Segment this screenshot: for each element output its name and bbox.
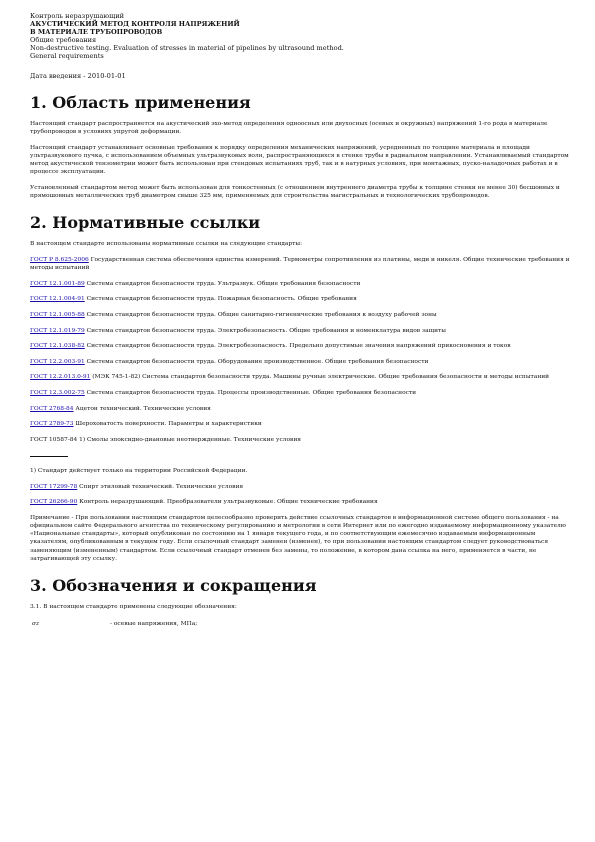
reference-title: Государственная система обеспечения единства измерений. Термометры сопротивления из платины, меди и никеля. Общие технические требования и методы испытаний <box>30 257 570 272</box>
reference-link[interactable]: ГОСТ 12.1.005-88 <box>30 311 85 318</box>
reference-title: Спирт этиловый технический. Технические условия <box>77 483 244 490</box>
reference-item <box>30 327 570 335</box>
reference-title: (МЭК 745-1-82) Система стандартов безопасности труда. Машины ручные электрические. Общие требования безопасности и методы испытаний <box>90 374 550 381</box>
reference-item <box>30 420 570 428</box>
reference-link[interactable]: ГОСТ 26266-90 <box>30 499 78 506</box>
reference-link[interactable]: ГОСТ Р 8.625-2006 <box>30 257 89 263</box>
reference-link[interactable]: ГОСТ 12.1.019-79 <box>30 327 85 334</box>
references-list-continued <box>30 483 570 507</box>
section-1-paragraph: Установленный стандартом метод может быть использован для тонкостенных (с отношением внутреннего диаметра трубы к толщине стенки не менее 30) бесшовных и прямошовных металлических труб диаметром свыше 325 мм, применяемых для строительства магистральных и технологических трубопроводов. <box>30 185 560 200</box>
section-1-title: 1. Область применения <box>30 93 251 112</box>
header-title-line: АКУСТИЧЕСКИЙ МЕТОД КОНТРОЛЯ НАПРЯЖЕНИЙ <box>30 20 240 28</box>
reference-title: Шероховатость поверхности. Параметры и характеристики <box>73 421 262 428</box>
reference-title: Система стандартов безопасности труда. Ультразвук. Общие требования безопасности <box>84 280 361 287</box>
reference-item <box>30 358 570 366</box>
section-1-paragraph: Настоящий стандарт устанавливает основные требования к порядку определения механических напряжений, усредненных по толщине материала и площади ультразвукового пучка, с использованием объемных ультразвуковых волн, распространяющихся в стенке трубы в радиальном направлении. Устанавливаемый стандартом метод акустической тензометрии может быть использован при стендовых испытаниях труб, так и в натурных условиях, при монтажных, пуско-наладочных работах и в процессе эксплуатации. <box>30 144 569 176</box>
reference-link[interactable]: ГОСТ 2768-84 <box>30 405 74 412</box>
section-1-paragraph: Настоящий стандарт распространяется на акустический эхо-метод определения одноосных или двухосных (осевых и окружных) напряжений 1-го рода в материале трубопроводов в условиях упругой деформации. <box>30 121 548 136</box>
header-line: Общие требования <box>30 36 97 44</box>
footnote-divider <box>30 456 68 457</box>
intro-date: Дата введения - 2010-01-01 <box>30 72 126 80</box>
reference-item <box>30 295 570 303</box>
reference-link[interactable]: ГОСТ 12.1.038-82 <box>30 343 85 350</box>
reference-title: Система стандартов безопасности труда. Электробезопасность. Предельно допустимые значения напряжений прикосновения и токов <box>84 343 511 350</box>
reference-item <box>30 405 570 413</box>
note-paragraph: Примечание - При пользовании настоящим стандартом целесообразно проверить действие ссылочных стандартов в информационной системе общего пользования - на официальном сайте Федерального агентства по техническому регулированию и метрологии в сети Интернет или по ежегодно издаваемому информационному указателю «Национальные стандарты», который опубликован по состоянию на 1 января текущего года, и по соответствующим ежемесячно издаваемым информационным указателям, опубликованным в текущем году. Если ссылочный стандарт заменен (изменен), то при пользовании настоящим стандартом следует руководствоваться заменяющим (измененным) стандартом. Если ссылочный стандарт отменен без замены, то положение, в котором дана ссылка на него, применяется в части, не затрагивающей эту ссылку. <box>30 514 566 562</box>
reference-title: Система стандартов безопасности труда. Пожарная безопасность. Общие требования <box>84 296 357 303</box>
section-2-intro: В настоящем стандарте использованы нормативные ссылки на следующие стандарты: <box>30 241 303 248</box>
reference-title: Система стандартов безопасности труда. Оборудование производственное. Общие требования безопасности <box>84 358 429 365</box>
footnote: 1) Стандарт действует только на территории Российской Федерации. <box>30 467 248 474</box>
section-3-intro: 3.1. В настоящем стандарте применены следующие обозначения: <box>30 603 237 610</box>
references-list <box>30 256 570 428</box>
reference-item <box>30 311 570 319</box>
symbol-row <box>30 620 570 628</box>
symbol-definition: - осевые напряжения, МПа; <box>110 621 198 628</box>
document-header <box>30 12 570 60</box>
reference-item <box>30 498 570 506</box>
reference-title: Ацетон технический. Технические условия <box>73 405 211 412</box>
reference-item <box>30 389 570 397</box>
reference-item <box>30 342 570 350</box>
reference-title: Система стандартов безопасности труда. Общие санитарно-гигиенические требования к воздуху рабочей зоны <box>84 311 437 318</box>
reference-link[interactable]: ГОСТ 12.2.013.0-91 <box>30 374 91 381</box>
reference-title: Система стандартов безопасности труда. Электробезопасность. Общие требования и номенклатура видов защиты <box>84 327 446 334</box>
reference-plain: ГОСТ 10587-84 1) Смолы эпоксидно-диановые неотвержденные. Технические условия <box>30 436 302 443</box>
section-3-title: 3. Обозначения и сокращения <box>30 575 317 595</box>
header-line: Контроль неразрушающий <box>30 12 125 20</box>
reference-link[interactable]: ГОСТ 12.1.001-89 <box>30 280 85 287</box>
reference-link[interactable]: ГОСТ 12.3.002-75 <box>30 389 85 396</box>
header-line: General requirements <box>30 52 104 60</box>
reference-link[interactable]: ГОСТ 12.1.004-91 <box>30 296 85 303</box>
reference-link[interactable]: ГОСТ 2789-73 <box>30 421 74 428</box>
reference-item <box>30 280 570 288</box>
reference-link[interactable]: ГОСТ 12.2.003-91 <box>30 358 85 365</box>
document-page <box>30 12 570 628</box>
header-title-line: В МАТЕРИАЛЕ ТРУБОПРОВОДОВ <box>30 28 163 36</box>
section-2-title: 2. Нормативные ссылки <box>30 213 261 233</box>
reference-item <box>30 483 570 491</box>
reference-item <box>30 373 570 381</box>
header-line: Non-destructive testing. Evaluation of stresses in material of pipelines by ultrasound method. <box>30 44 344 52</box>
reference-title: Система стандартов безопасности труда. Процессы производственные. Общие требования безопасности <box>84 389 417 396</box>
reference-title: Контроль неразрушающий. Преобразователи ультразвуковые. Общие технические требования <box>77 499 378 506</box>
reference-link[interactable]: ГОСТ 17299-78 <box>30 483 78 490</box>
symbol: σz <box>32 621 40 628</box>
reference-item <box>30 256 570 272</box>
